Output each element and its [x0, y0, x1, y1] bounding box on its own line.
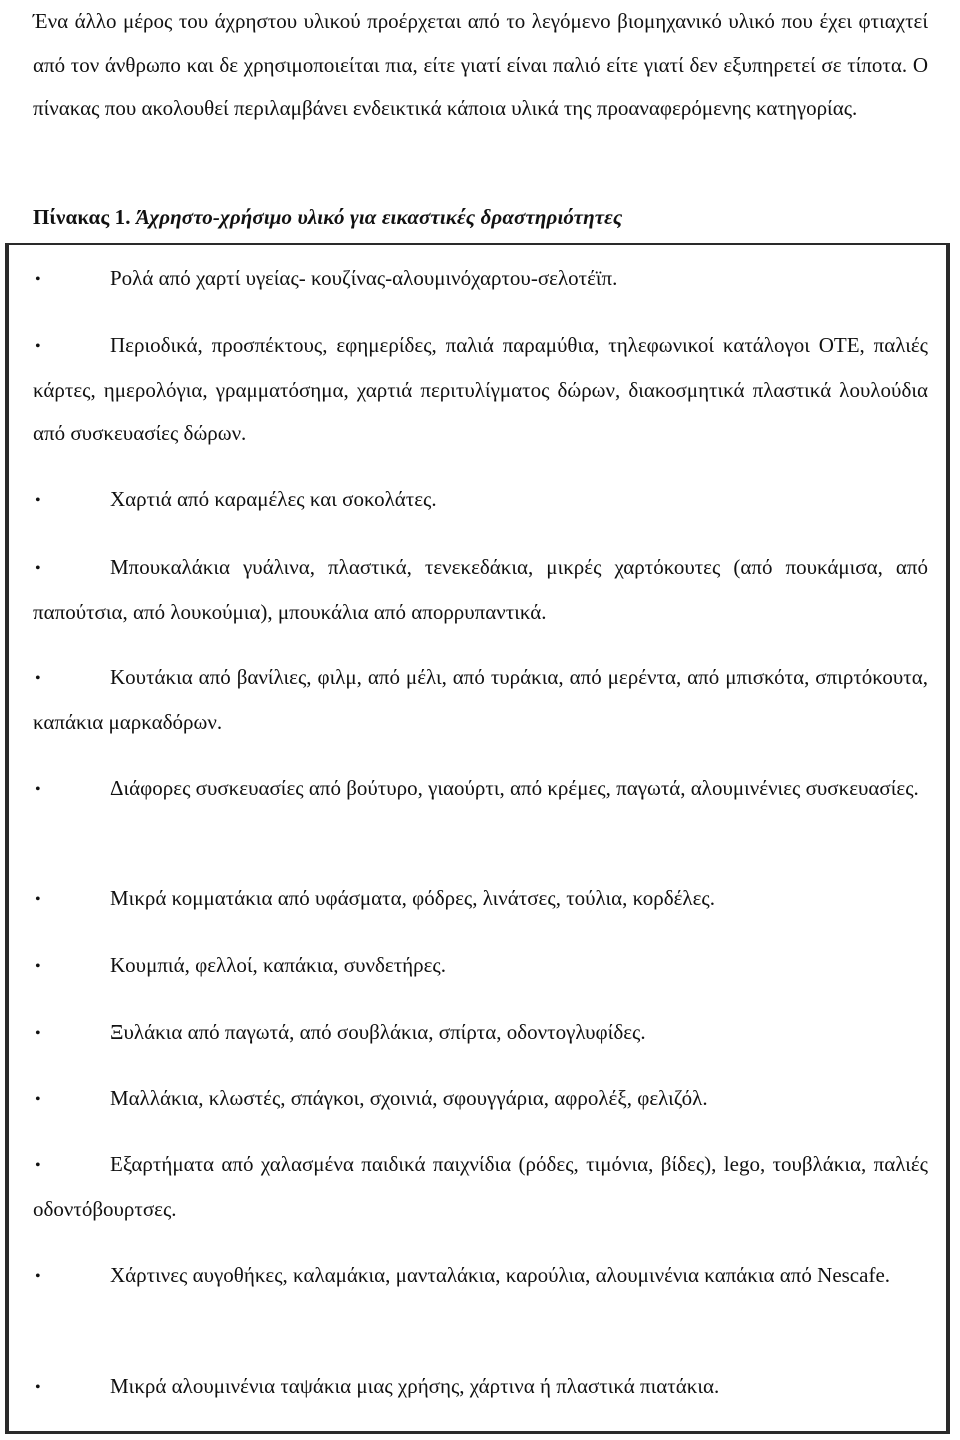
list-item	[33, 546, 928, 634]
list-item-text: Ξυλάκια από παγωτά, από σουβλάκια, σπίρτα, οδοντογλυφίδες.	[110, 1020, 646, 1044]
list-item-text: Μπουκαλάκια γυάλινα, πλαστικά, τενεκεδάκια, μικρές χαρτόκουτες (από πουκάμισα, από παπούτσια, από λουκούμια), μπουκάλια από απορρυπαντικά.	[33, 555, 928, 624]
list-item-text: Κουτάκια από βανίλιες, φιλμ, από μέλι, από τυράκια, από μερέντα, από μπισκότα, σπιρτόκουτα, καπάκια μαρκαδόρων.	[33, 665, 928, 734]
list-item	[33, 944, 928, 989]
bullet-icon: •	[35, 1091, 41, 1108]
list-item-text: Διάφορες συσκευασίες από βούτυρο, γιαούρτι, από κρέμες, παγωτά, αλουμινένιες συσκευασίες.	[110, 776, 919, 800]
list-item	[33, 877, 928, 922]
bullet-icon: •	[35, 560, 41, 577]
list-item	[33, 1365, 928, 1410]
list-item	[33, 478, 928, 523]
bullet-icon: •	[35, 781, 41, 798]
bullet-icon: •	[35, 1025, 41, 1042]
bullet-icon: •	[35, 338, 41, 355]
list-item-text: Κουμπιά, φελλοί, καπάκια, συνδετήρες.	[110, 953, 446, 977]
table-caption-title: Άχρηστο-χρήσιμο υλικό για εικαστικές δραστηριότητες	[135, 205, 623, 229]
bullet-icon: •	[35, 1157, 41, 1174]
bullet-icon: •	[35, 1379, 41, 1396]
list-item-text: Ρολά από χαρτί υγείας- κουζίνας-αλουμινόχαρτου-σελοτέϊπ.	[110, 266, 618, 290]
list-item	[33, 257, 928, 302]
list-item-text: Εξαρτήματα από χαλασμένα παιδικά παιχνίδια (ρόδες, τιμόνια, βίδες), lego, τουβλάκια, παλιές οδοντόβουρτσες.	[33, 1152, 928, 1221]
list-item-text: Μαλλάκια, κλωστές, σπάγκοι, σχοινιά, σφουγγάρια, αφρολέξ, φελιζόλ.	[110, 1086, 708, 1110]
table-caption	[33, 197, 622, 237]
list-item	[33, 656, 928, 744]
list-item	[33, 1254, 928, 1299]
list-item-text: Μικρά αλουμινένια ταψάκια μιας χρήσης, χάρτινα ή πλαστικά πιατάκια.	[110, 1374, 720, 1398]
list-item-text: Μικρά κομματάκια από υφάσματα, φόδρες, λινάτσες, τούλια, κορδέλες.	[110, 886, 715, 910]
list-item	[33, 1143, 928, 1231]
bullet-icon: •	[35, 271, 41, 288]
bullet-icon: •	[35, 670, 41, 687]
list-item	[33, 324, 928, 456]
intro-paragraph: Ένα άλλο μέρος του άχρηστου υλικού προέρχεται από το λεγόμενο βιομηχανικό υλικό που έχει φτιαχτεί από τον άνθρωπο και δε χρησιμοποιείται πια, είτε γιατί είναι παλιό είτε γιατί δεν εξυπηρετεί σε τίποτα. Ο πίνακας που ακολουθεί περιλαμβάνει ενδεικτικά κάποια υλικά της προαναφερόμενης κατηγορίας.	[33, 9, 928, 120]
list-item-text: Χαρτιά από καραμέλες και σοκολάτες.	[110, 487, 437, 511]
bullet-icon: •	[35, 492, 41, 509]
bullet-icon: •	[35, 891, 41, 908]
list-item	[33, 1011, 928, 1056]
table-caption-number: Πίνακας 1.	[33, 205, 131, 229]
list-item	[33, 767, 928, 812]
list-item-text: Χάρτινες αυγοθήκες, καλαμάκια, μανταλάκια, καρούλια, αλουμινένια καπάκια από Nescafe.	[110, 1263, 891, 1287]
list-item-text: Περιοδικά, προσπέκτους, εφημερίδες, παλιά παραμύθια, τηλεφωνικοί κατάλογοι ΟΤΕ, παλιές κάρτες, ημερολόγια, γραμματόσημα, χαρτιά περιτυλίγματος δώρων, διακοσμητικά πλαστικά λουλούδια από συσκευασίες δώρων.	[33, 333, 928, 445]
bullet-icon: •	[35, 1268, 41, 1285]
list-item	[33, 1077, 928, 1122]
bullet-icon: •	[35, 958, 41, 975]
